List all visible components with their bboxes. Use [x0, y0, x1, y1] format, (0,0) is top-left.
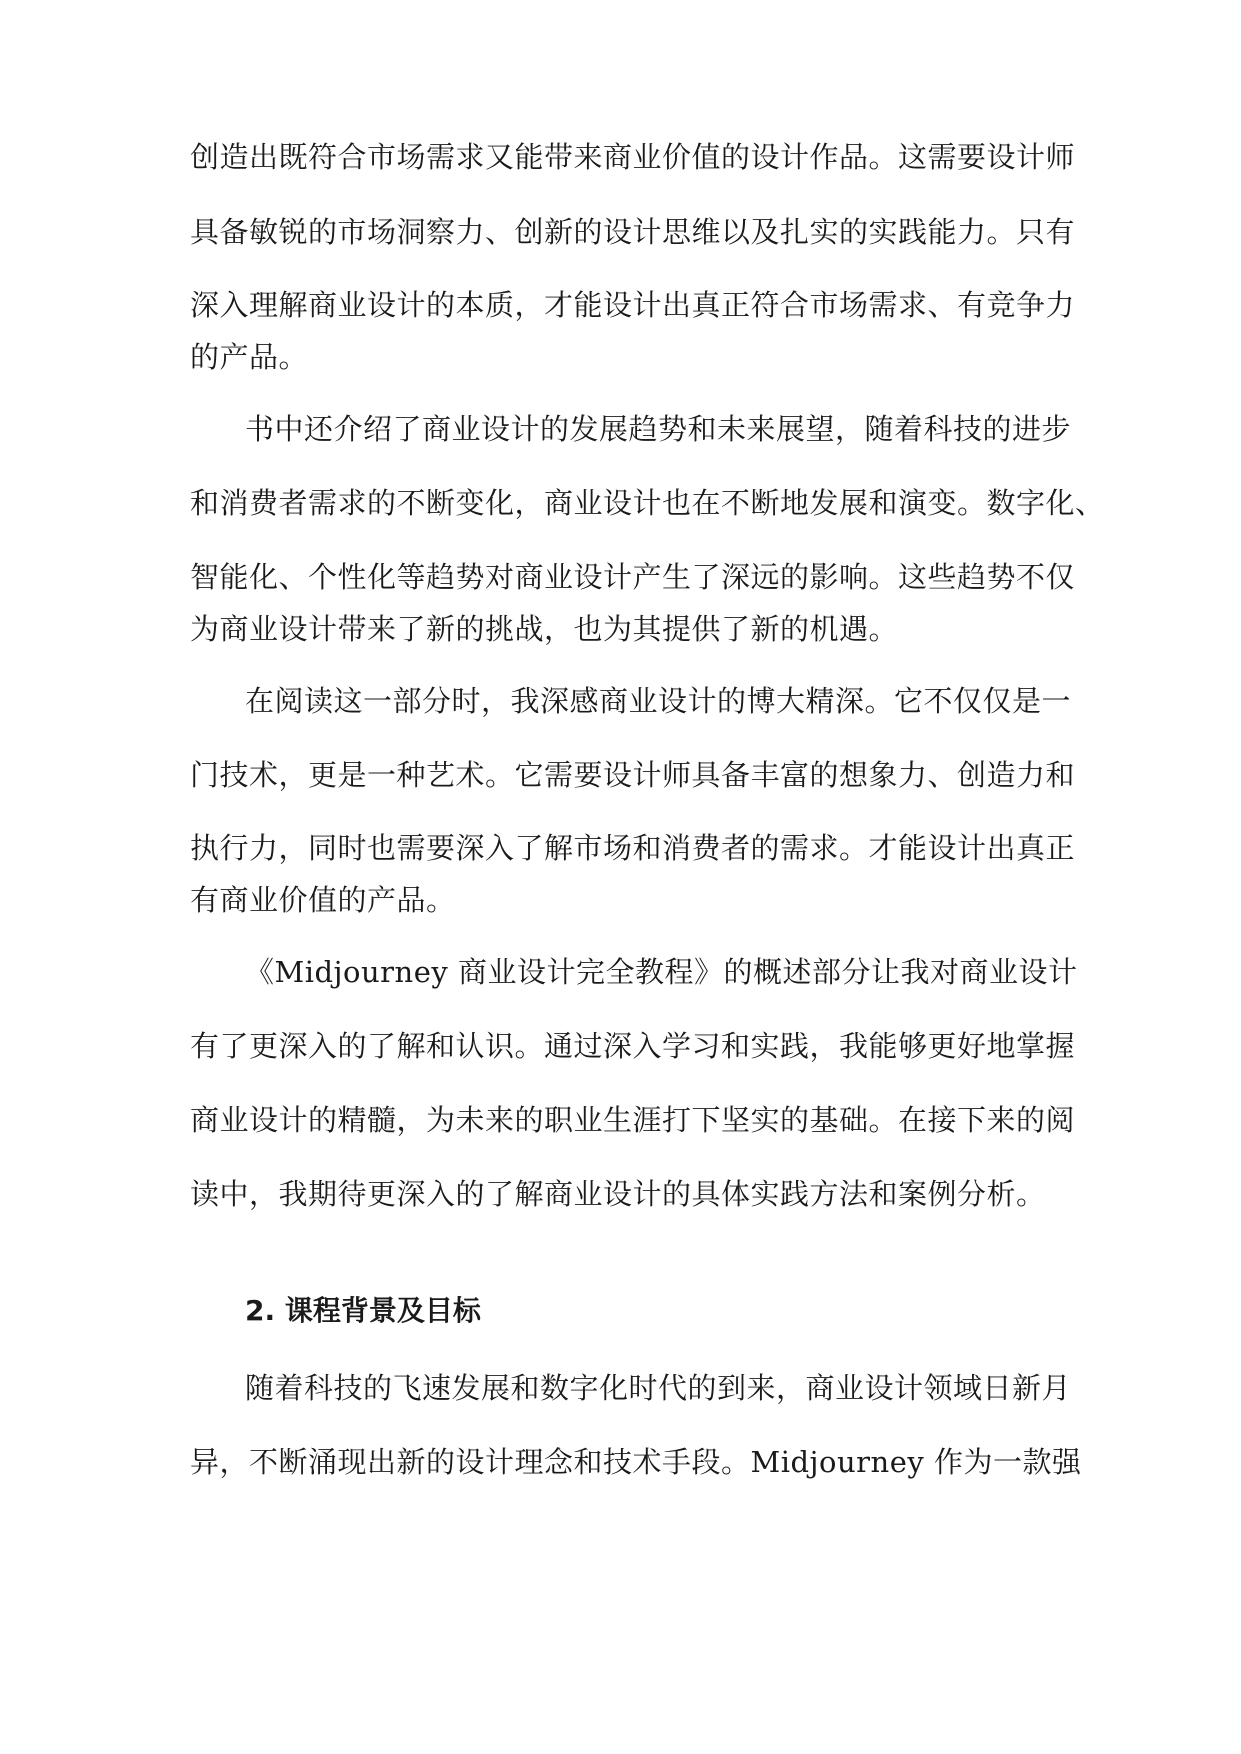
paragraph-2-line-1: 书中还介绍了商业设计的发展趋势和未来展望，随着科技的进步	[245, 412, 1072, 446]
paragraph-3-line-2: 门技术，更是一种艺术。它需要设计师具备丰富的想象力、创造力和	[190, 758, 1076, 792]
paragraph-1-line-1: 创造出既符合市场需求又能带来商业价值的设计作品。这需要设计师	[190, 140, 1076, 174]
paragraph-4-line-4: 读中，我期待更深入的了解商业设计的具体实践方法和案例分析。	[190, 1177, 1046, 1211]
paragraph-3-line-1: 在阅读这一部分时，我深感商业设计的博大精深。它不仅仅是一	[245, 684, 1072, 718]
paragraph-2-line-2: 和消费者需求的不断变化，商业设计也在不断地发展和演变。数字化、	[190, 486, 1105, 520]
section-heading: 2. 课程背景及目标	[245, 1294, 481, 1327]
paragraph-4-line-2: 有了更深入的了解和认识。通过深入学习和实践，我能够更好地掌握	[190, 1029, 1076, 1063]
paragraph-1-line-2: 具备敏锐的市场洞察力、创新的设计思维以及扎实的实践能力。只有	[190, 215, 1076, 249]
paragraph-1-line-4: 的产品。	[190, 340, 309, 374]
paragraph-3-line-3: 执行力，同时也需要深入了解市场和消费者的需求。才能设计出真正	[190, 831, 1076, 865]
paragraph-3-line-4: 有商业价值的产品。	[190, 883, 456, 917]
section-paragraph-line-1: 随着科技的飞速发展和数字化时代的到来，商业设计领域日新月	[245, 1371, 1072, 1405]
paragraph-2-line-3: 智能化、个性化等趋势对商业设计产生了深远的影响。这些趋势不仅	[190, 560, 1076, 594]
section-paragraph-line-2: 异，不断涌现出新的设计理念和技术手段。Midjourney 作为一款强	[190, 1445, 1082, 1479]
paragraph-1-line-3: 深入理解商业设计的本质，才能设计出真正符合市场需求、有竞争力	[190, 288, 1076, 322]
paragraph-4-line-3: 商业设计的精髓，为未来的职业生涯打下坚实的基础。在接下来的阅	[190, 1103, 1076, 1137]
paragraph-2-line-4: 为商业设计带来了新的挑战，也为其提供了新的机遇。	[190, 612, 899, 646]
paragraph-4-line-1: 《Midjourney 商业设计完全教程》的概述部分让我对商业设计	[245, 955, 1078, 989]
